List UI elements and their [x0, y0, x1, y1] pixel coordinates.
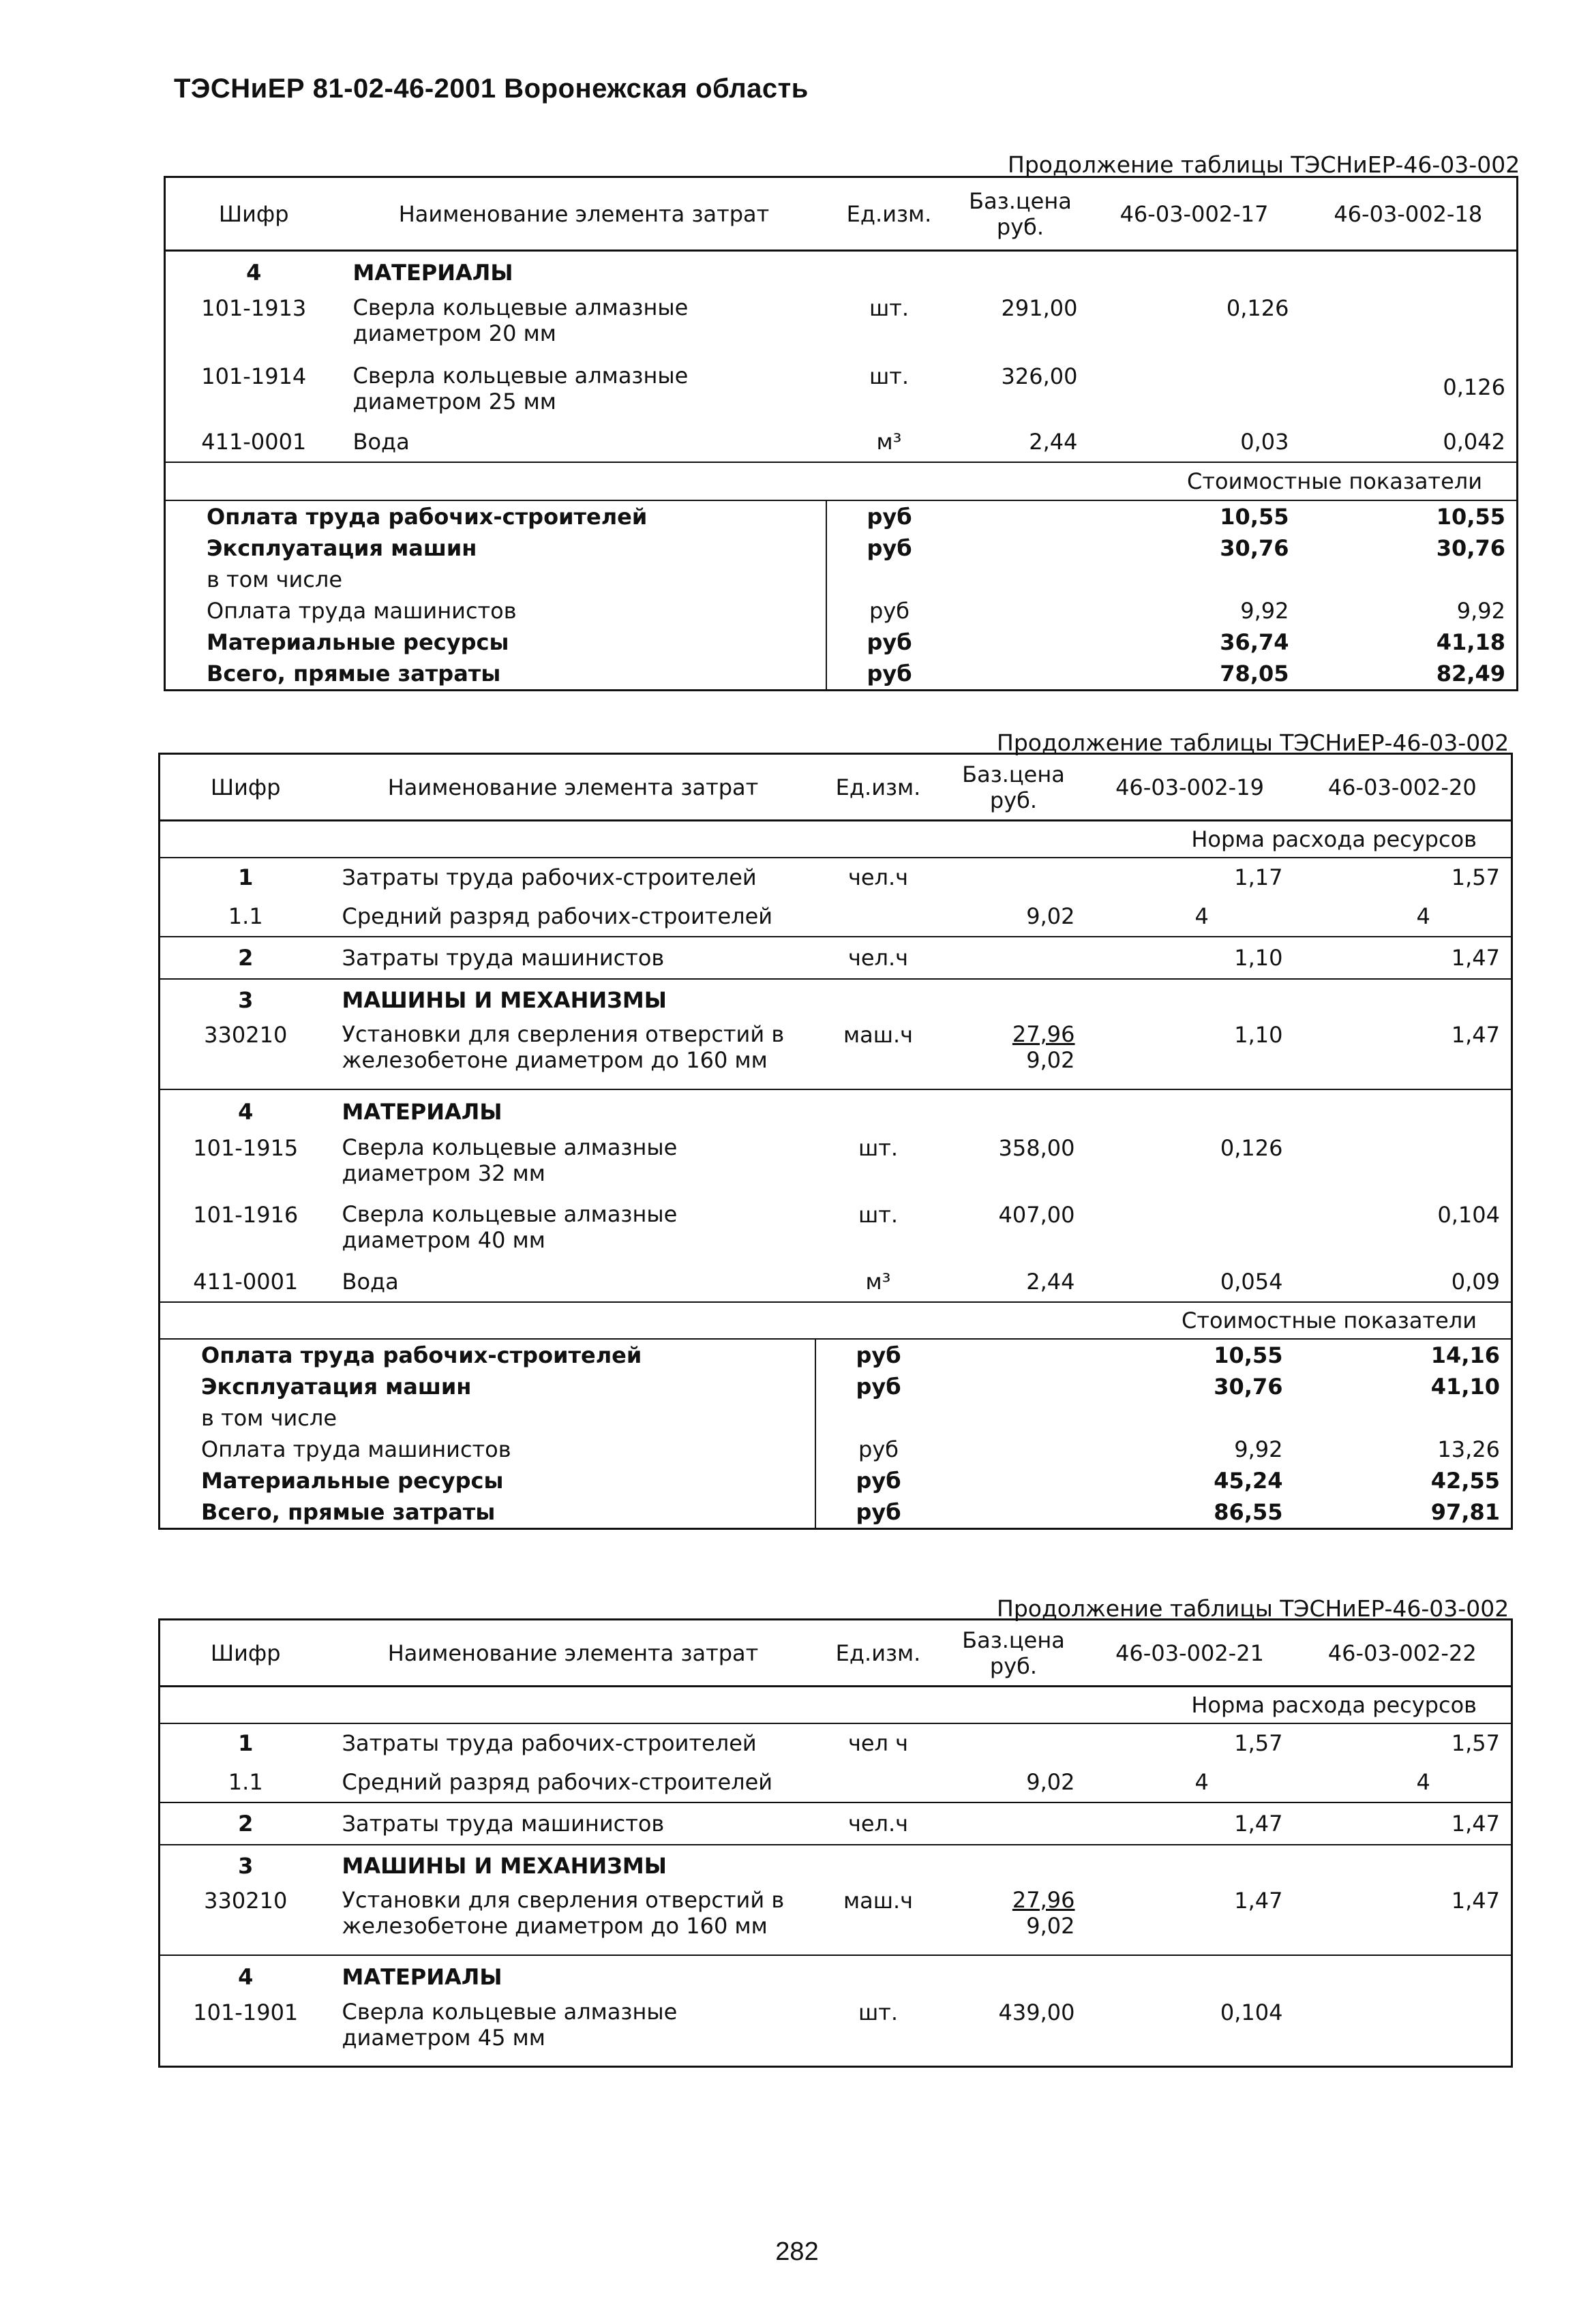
col-header-price: Баз.цена руб. — [942, 1620, 1086, 1687]
table-row: 411-0001 Вода м³ 2,44 0,054 0,09 — [193, 1269, 1500, 1295]
table-row: 101-1901 Сверла кольцевые алмазные диаметром 45 мм шт. 439,00 0,104 — [193, 1998, 1283, 2051]
col-header-norm-21: 46-03-002-21 — [1086, 1620, 1294, 1687]
table-row: 2 Затраты труда машинистов чел.ч 1,10 1,47 — [160, 937, 1512, 979]
col-header-unit: Ед.изм. — [815, 754, 942, 821]
col-header-unit: Ед.изм. — [815, 1620, 942, 1687]
table-row: 1.1 Средний разряд рабочих-строителей 9,02 4 4 — [228, 903, 1430, 929]
resource-table-2 — [158, 753, 1513, 1530]
col-header-unit: Ед.изм. — [826, 177, 952, 251]
table-row: 1.1 Средний разряд рабочих-строителей 9,02 4 4 — [228, 1769, 1430, 1795]
col-header-norm-18: 46-03-002-18 — [1300, 177, 1518, 251]
table-row: 330210 Установки для сверления отверстий в железобетоне диаметром до 160 мм маш.ч 27,96 9,02 1,10 1,47 — [160, 1021, 1512, 1089]
section-row-machines: 3 МАШИНЫ И МЕХАНИЗМЫ — [160, 1845, 1512, 1887]
cost-row: Оплата труда машинистов руб 9,92 9,92 — [165, 595, 1518, 627]
col-header-norm-20: 46-03-002-20 — [1294, 754, 1512, 821]
section-row-materials: 4 МАТЕРИАЛЫ — [246, 260, 513, 286]
section-row-materials: 4 МАТЕРИАЛЫ — [160, 1955, 1512, 1999]
table-caption: Продолжение таблицы ТЭСНиЕР-46-03-002 — [1008, 151, 1520, 178]
col-header-norm-22: 46-03-002-22 — [1294, 1620, 1512, 1687]
table-header-row — [165, 177, 1518, 251]
section-row-costs: Стоимостные показатели — [165, 462, 1518, 500]
table-row: 101-1915 Сверла кольцевые алмазные диаметром 32 мм шт. 358,00 0,126 — [193, 1134, 1283, 1186]
table-row: 330210 Установки для сверления отверстий в железобетоне диаметром до 160 мм маш.ч 27,96 9,02 1,47 1,47 — [160, 1887, 1512, 1955]
table-caption: Продолжение таблицы ТЭСНиЕР-46-03-002 — [997, 729, 1509, 756]
cost-row: Оплата труда машинистов руб 9,92 13,26 — [160, 1434, 1512, 1465]
table-header-row — [160, 754, 1512, 821]
table-row: 101-1914 Сверла кольцевые алмазные диаметром 25 мм шт. 326,00 0,126 — [201, 362, 1505, 414]
col-header-name: Наименование элемента затрат — [331, 1620, 815, 1687]
col-header-norm-19: 46-03-002-19 — [1086, 754, 1294, 821]
cost-row: Материальные ресурсы руб 36,74 41,18 — [165, 627, 1518, 658]
resource-table-1 — [164, 176, 1518, 691]
cost-row: в том числе — [160, 1402, 1512, 1434]
section-row-costs: Стоимостные показатели — [160, 1302, 1512, 1339]
table-row: 1 Затраты труда рабочих-строителей чел ч 1,57 1,57 — [238, 1730, 1500, 1756]
section-row-materials: 4 МАТЕРИАЛЫ — [160, 1089, 1512, 1134]
price-fraction: 27,96 9,02 — [1012, 1021, 1075, 1073]
table-row: 101-1913 Сверла кольцевые алмазные диаметром 20 мм шт. 291,00 0,126 — [201, 294, 1289, 346]
cost-row: в том числе — [165, 564, 1518, 595]
col-header-name: Наименование элемента затрат — [342, 177, 826, 251]
table-header-row — [160, 1620, 1512, 1687]
table-row: 1 Затраты труда рабочих-строителей чел.ч 1,17 1,57 — [238, 864, 1500, 890]
cost-row-total: Всего, прямые затраты руб 78,05 82,49 — [165, 658, 1518, 691]
price-fraction: 27,96 9,02 — [1012, 1886, 1075, 1939]
cost-row-total: Всего, прямые затраты руб 86,55 97,81 — [160, 1496, 1512, 1529]
cost-row: Эксплуатация машин руб 30,76 41,10 — [160, 1371, 1512, 1402]
cost-row: Эксплуатация машин руб 30,76 30,76 — [165, 532, 1518, 564]
table-row: 411-0001 Вода м³ 2,44 0,03 0,042 — [201, 429, 1505, 455]
cost-row: Материальные ресурсы руб 45,24 42,55 — [160, 1465, 1512, 1496]
col-header-price: Баз.цена руб. — [952, 177, 1089, 251]
page-title: ТЭСНиЕР 81-02-46-2001 Воронежская область — [174, 74, 809, 104]
section-row-norms: Норма расхода ресурсов — [160, 821, 1512, 858]
col-header-price: Баз.цена руб. — [942, 754, 1086, 821]
section-row-norms: Норма расхода ресурсов — [160, 1687, 1512, 1723]
col-header-code: Шифр — [165, 177, 342, 251]
col-header-norm-17: 46-03-002-17 — [1089, 177, 1300, 251]
section-row-machines: 3 МАШИНЫ И МЕХАНИЗМЫ — [160, 979, 1512, 1021]
table-row: 2 Затраты труда машинистов чел.ч 1,47 1,47 — [160, 1802, 1512, 1845]
page-number: 282 — [775, 2237, 819, 2266]
resource-table-3 — [158, 1618, 1513, 2068]
col-header-name: Наименование элемента затрат — [331, 754, 815, 821]
cost-row: Оплата труда рабочих-строителей руб 10,55 10,55 — [165, 500, 1518, 532]
table-row: 101-1916 Сверла кольцевые алмазные диаметром 40 мм шт. 407,00 0,104 — [193, 1201, 1500, 1253]
col-header-code: Шифр — [160, 754, 331, 821]
col-header-code: Шифр — [160, 1620, 331, 1687]
cost-row: Оплата труда рабочих-строителей руб 10,55 14,16 — [160, 1339, 1512, 1371]
table-caption: Продолжение таблицы ТЭСНиЕР-46-03-002 — [997, 1595, 1509, 1622]
